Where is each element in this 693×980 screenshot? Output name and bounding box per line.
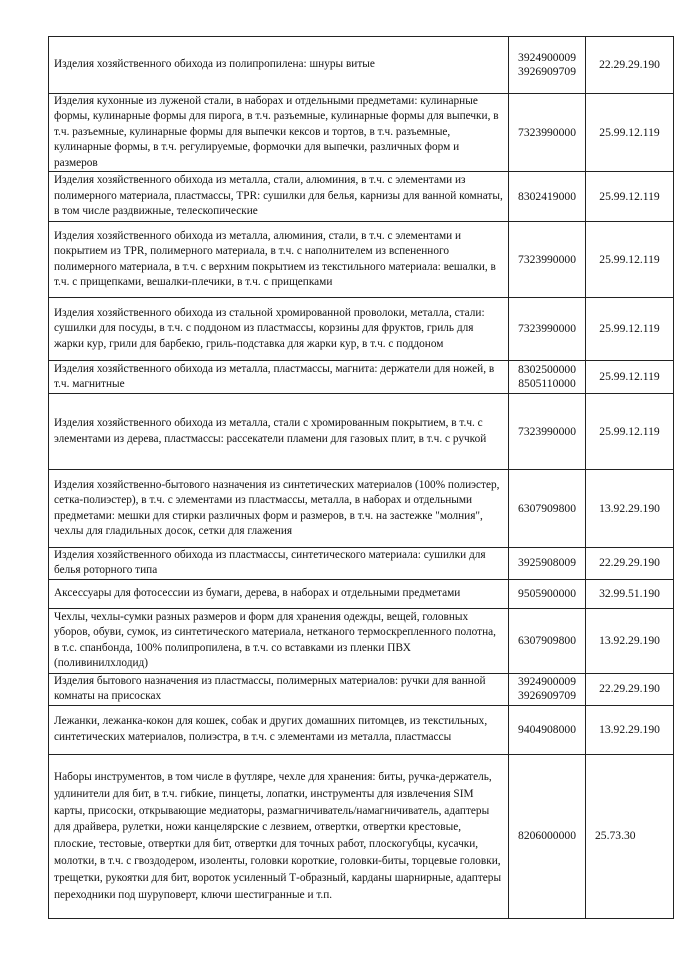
- product-description: Наборы инструментов, в том числе в футляре, чехле для хранения: биты, ручка-держатель, удлинители для бит, в т.ч. гибкие, пинцеты, лопатки, инструменты для извлечения SIM карты, присоски, открывающие медиаторы, размагничиватель/намагничиватель, адаптеры для драйвера, рулетки, ножи канцелярские с лезвием, отвертки, отвертки крестовые, плоские, тестовые, отвертки для бит, отвертки для точных работ, плоскогубцы, кусачки, молотки, в т.ч. с гвоздодером, изоленты, головки короткие, головки-биты, торцевые головки, трещетки, рукоятки для бит, вороток усиленный Т-образный, карданы шарнирные, адаптеры переходники под шуруповерт, ключи шестигранные и т.п.: [49, 754, 509, 918]
- table-row: [49, 754, 674, 918]
- tn-ved-code: [509, 172, 586, 222]
- table-row: [49, 394, 674, 470]
- table-row: [49, 470, 674, 548]
- okpd-code: 22.29.29.190: [586, 673, 674, 705]
- okpd-code: 25.99.12.119: [586, 394, 674, 470]
- code-line: 6307909800: [518, 633, 576, 647]
- table-row: [49, 172, 674, 222]
- product-description: Изделия хозяйственного обихода из металла, стали, алюминия, в т.ч. с элементами из полимерного материала, пластмассы, TPR: сушилки для белья, карнизы для ванной комнаты, в том числе раздвижные, телескопические: [49, 172, 509, 222]
- product-description: Изделия хозяйственного обихода из металла, алюминия, стали, в т.ч. с элементами и покрытием из TPR, полимерного материала, в т.ч. с наполнителем из вспененного полимерного материала, в т.ч. с верхним покрытием из текстильного материала: вешалки, в т.ч. с прищепками, вешалки-плечики, в т.ч. с прищепками: [49, 222, 509, 298]
- table-row: [49, 298, 674, 361]
- code-line: 3925908009: [518, 556, 576, 570]
- table-row: [49, 37, 674, 94]
- tn-ved-code: [509, 361, 586, 394]
- tn-ved-code: [509, 470, 586, 548]
- product-description: Изделия хозяйственного обихода из стальной хромированной проволоки, металла, стали: сушилки для посуды, в т.ч. с поддоном из пластмассы, корзины для фруктов, гриль для жарки кур, грили для барбекю, гриль-подставка для жарки кур, в т.ч. с поддоном: [49, 298, 509, 361]
- table-row: [49, 222, 674, 298]
- product-table: [48, 36, 674, 919]
- tn-ved-code: [509, 705, 586, 754]
- okpd-code: 22.29.29.190: [586, 37, 674, 94]
- product-description: Изделия хозяйственного обихода из металла, стали с хромированным покрытием, в т.ч. с элементами из дерева, пластмассы: рассекатели пламени для газовых плит, в т.ч. с ручкой: [49, 394, 509, 470]
- okpd-code: 13.92.29.190: [586, 608, 674, 673]
- okpd-code: 25.99.12.119: [586, 172, 674, 222]
- code-line: 3924900009: [518, 675, 576, 689]
- product-description: Изделия хозяйственно-бытового назначения из синтетических материалов (100% полиэстер, сетка-полиэстер), в т.ч. с элементами из пластмассы, металла, в наборах и отдельными предметами: мешки для стирки различных форм и размеров, в т.ч. на застежке "молния", чехлы для гладильных досок, сетки для глажения: [49, 470, 509, 548]
- product-description: Изделия бытового назначения из пластмассы, полимерных материалов: ручки для ванной комнаты на присосках: [49, 673, 509, 705]
- code-line: 7323990000: [518, 252, 576, 266]
- product-description: Изделия хозяйственного обихода из полипропилена: шнуры витые: [49, 37, 509, 94]
- tn-ved-code: [509, 222, 586, 298]
- table-row: [49, 579, 674, 608]
- code-line: 6307909800: [518, 501, 576, 515]
- table-row: [49, 705, 674, 754]
- tn-ved-code: [509, 608, 586, 673]
- code-line: 3924900009: [518, 51, 576, 64]
- okpd-code: 32.99.51.190: [586, 579, 674, 608]
- okpd-code: 13.92.29.190: [586, 705, 674, 754]
- product-description: Изделия хозяйственного обихода из пластмассы, синтетического материала: сушилки для белья роторного типа: [49, 548, 509, 580]
- product-description: Изделия хозяйственного обихода из металла, пластмассы, магнита: держатели для ножей, в т.ч. магнитные: [49, 361, 509, 394]
- product-description: Чехлы, чехлы-сумки разных размеров и форм для хранения одежды, вещей, головных уборов, обуви, сумок, из синтетического материала, нетканого термоскрепленного полотна, в т.с. спанбонда, 100% полипропилена, в т.ч. со вставками из пленки ПВХ (поливинилхлодид): [49, 608, 509, 673]
- tn-ved-code: [509, 394, 586, 470]
- code-line: 7323990000: [518, 125, 576, 139]
- table-row: [49, 673, 674, 705]
- tn-ved-code: [509, 298, 586, 361]
- product-description: Лежанки, лежанка-кокон для кошек, собак и других домашних питомцев, из текстильных, синтетических материалов, полиэстра, в т.ч. с элементами из металла, пластмассы: [49, 705, 509, 754]
- okpd-code: 25.99.12.119: [586, 94, 674, 172]
- code-line: 7323990000: [518, 322, 576, 336]
- tn-ved-code: [509, 754, 586, 918]
- table-row: [49, 608, 674, 673]
- code-line: 8302500000: [518, 363, 576, 377]
- tn-ved-code: [509, 673, 586, 705]
- tn-ved-code: [509, 579, 586, 608]
- okpd-code: 25.99.12.119: [586, 222, 674, 298]
- table-row: [49, 94, 674, 172]
- code-line: 9505900000: [518, 586, 576, 600]
- table-row: [49, 361, 674, 394]
- okpd-code: 22.29.29.190: [586, 548, 674, 580]
- okpd-code: 13.92.29.190: [586, 470, 674, 548]
- okpd-code: 25.73.30: [586, 754, 674, 918]
- product-description: Изделия кухонные из луженой стали, в наборах и отдельными предметами: кулинарные формы, кулинарные формы для пирога, в т.ч. разъемные, кулинарные формы для выпечки, в т.ч. разъемные, кулинарные формы для выпечки кексов и тортов, в т.ч. разъемные, кулинарные формы, в т.ч. регулируемые, формочки для выпечки, различных форм и размеров: [49, 94, 509, 172]
- code-line: 3926909709: [518, 689, 576, 703]
- tn-ved-code: [509, 548, 586, 580]
- tn-ved-code: [509, 94, 586, 172]
- code-line: 7323990000: [518, 424, 576, 438]
- code-line: 8302419000: [518, 189, 576, 203]
- code-line: 9404908000: [518, 722, 576, 736]
- code-line: 8206000000: [518, 829, 576, 843]
- okpd-code: 25.99.12.119: [586, 361, 674, 394]
- code-line: 3926909709: [518, 65, 576, 78]
- okpd-code: 25.99.12.119: [586, 298, 674, 361]
- product-description: Аксессуары для фотосессии из бумаги, дерева, в наборах и отдельными предметами: [49, 579, 509, 608]
- tn-ved-code: [509, 37, 586, 94]
- table-row: [49, 548, 674, 580]
- code-line: 8505110000: [518, 377, 576, 391]
